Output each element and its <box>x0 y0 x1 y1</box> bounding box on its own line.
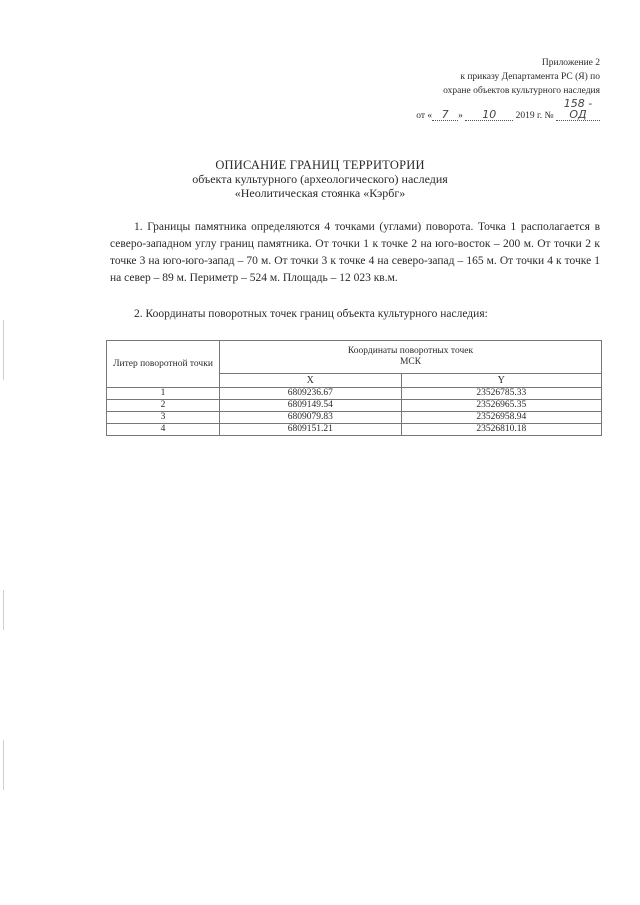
header-coordinates-line2: МСК <box>399 357 422 367</box>
appendix-department-line: охране объектов культурного наследия <box>443 86 600 96</box>
cell-y: 23526785.33 <box>401 388 601 400</box>
appendix-order-line: к приказу Департамента РС (Я) по <box>460 72 600 82</box>
title-main: ОПИСАНИЕ ГРАНИЦ ТЕРРИТОРИИ <box>215 158 425 172</box>
cell-y: 23526958.94 <box>401 412 601 424</box>
date-prefix: от « <box>416 111 433 121</box>
title-object: объекта культурного (археологического) наследия <box>192 172 448 186</box>
appendix-date-line <box>340 98 600 123</box>
scan-artifact <box>3 590 4 630</box>
cell-x: 6809236.67 <box>220 388 402 400</box>
scan-artifact <box>3 740 4 790</box>
cell-y: 23526810.18 <box>401 424 601 436</box>
cell-point: 1 <box>107 388 220 400</box>
header-x: X <box>220 374 402 388</box>
document-title <box>0 158 640 200</box>
order-number: 158 - ОД <box>556 98 600 121</box>
cell-x: 6809079.83 <box>220 412 402 424</box>
cell-point: 2 <box>107 400 220 412</box>
coordinates-table <box>106 340 602 436</box>
date-day: 7 <box>432 109 458 121</box>
header-coordinates-line1: Координаты поворотных точек <box>347 346 474 356</box>
header-y: Y <box>401 374 601 388</box>
cell-y: 23526965.35 <box>401 400 601 412</box>
date-month: 10 <box>465 109 513 121</box>
date-sep: » <box>458 111 463 121</box>
table-row <box>107 400 602 412</box>
title-site-name: «Неолитическая стоянка «Кэрбг» <box>234 186 406 200</box>
cell-point: 4 <box>107 424 220 436</box>
header-liter: Литер поворотной точки <box>107 341 220 388</box>
cell-x: 6809149.54 <box>220 400 402 412</box>
cell-x: 6809151.21 <box>220 424 402 436</box>
date-year: 2019 г. № <box>515 111 554 121</box>
scan-artifact <box>3 320 4 380</box>
table-row <box>107 388 602 400</box>
appendix-title: Приложение 2 <box>541 58 600 68</box>
table-row <box>107 424 602 436</box>
coordinates-intro-paragraph: 2. Координаты поворотных точек границ объекта культурного наследия: <box>134 308 488 320</box>
cell-point: 3 <box>107 412 220 424</box>
boundary-description-paragraph: 1. Границы памятника определяются 4 точками (углами) поворота. Точка 1 располагается в северо-западном углу границ памятника. От точки 1 к точке 2 на юго-восток – 200 м. От точки 2 к точке 3 на юго-юго-запад – 70 м. От точки 3 к точке 4 на северо-запад – 165 м. От точки 4 к точке 1 на север – 89 м. Периметр – 524 м. Площадь – 12 023 кв.м. <box>110 221 600 284</box>
table-row <box>107 412 602 424</box>
appendix-header <box>340 56 600 123</box>
header-coordinates <box>220 341 602 374</box>
